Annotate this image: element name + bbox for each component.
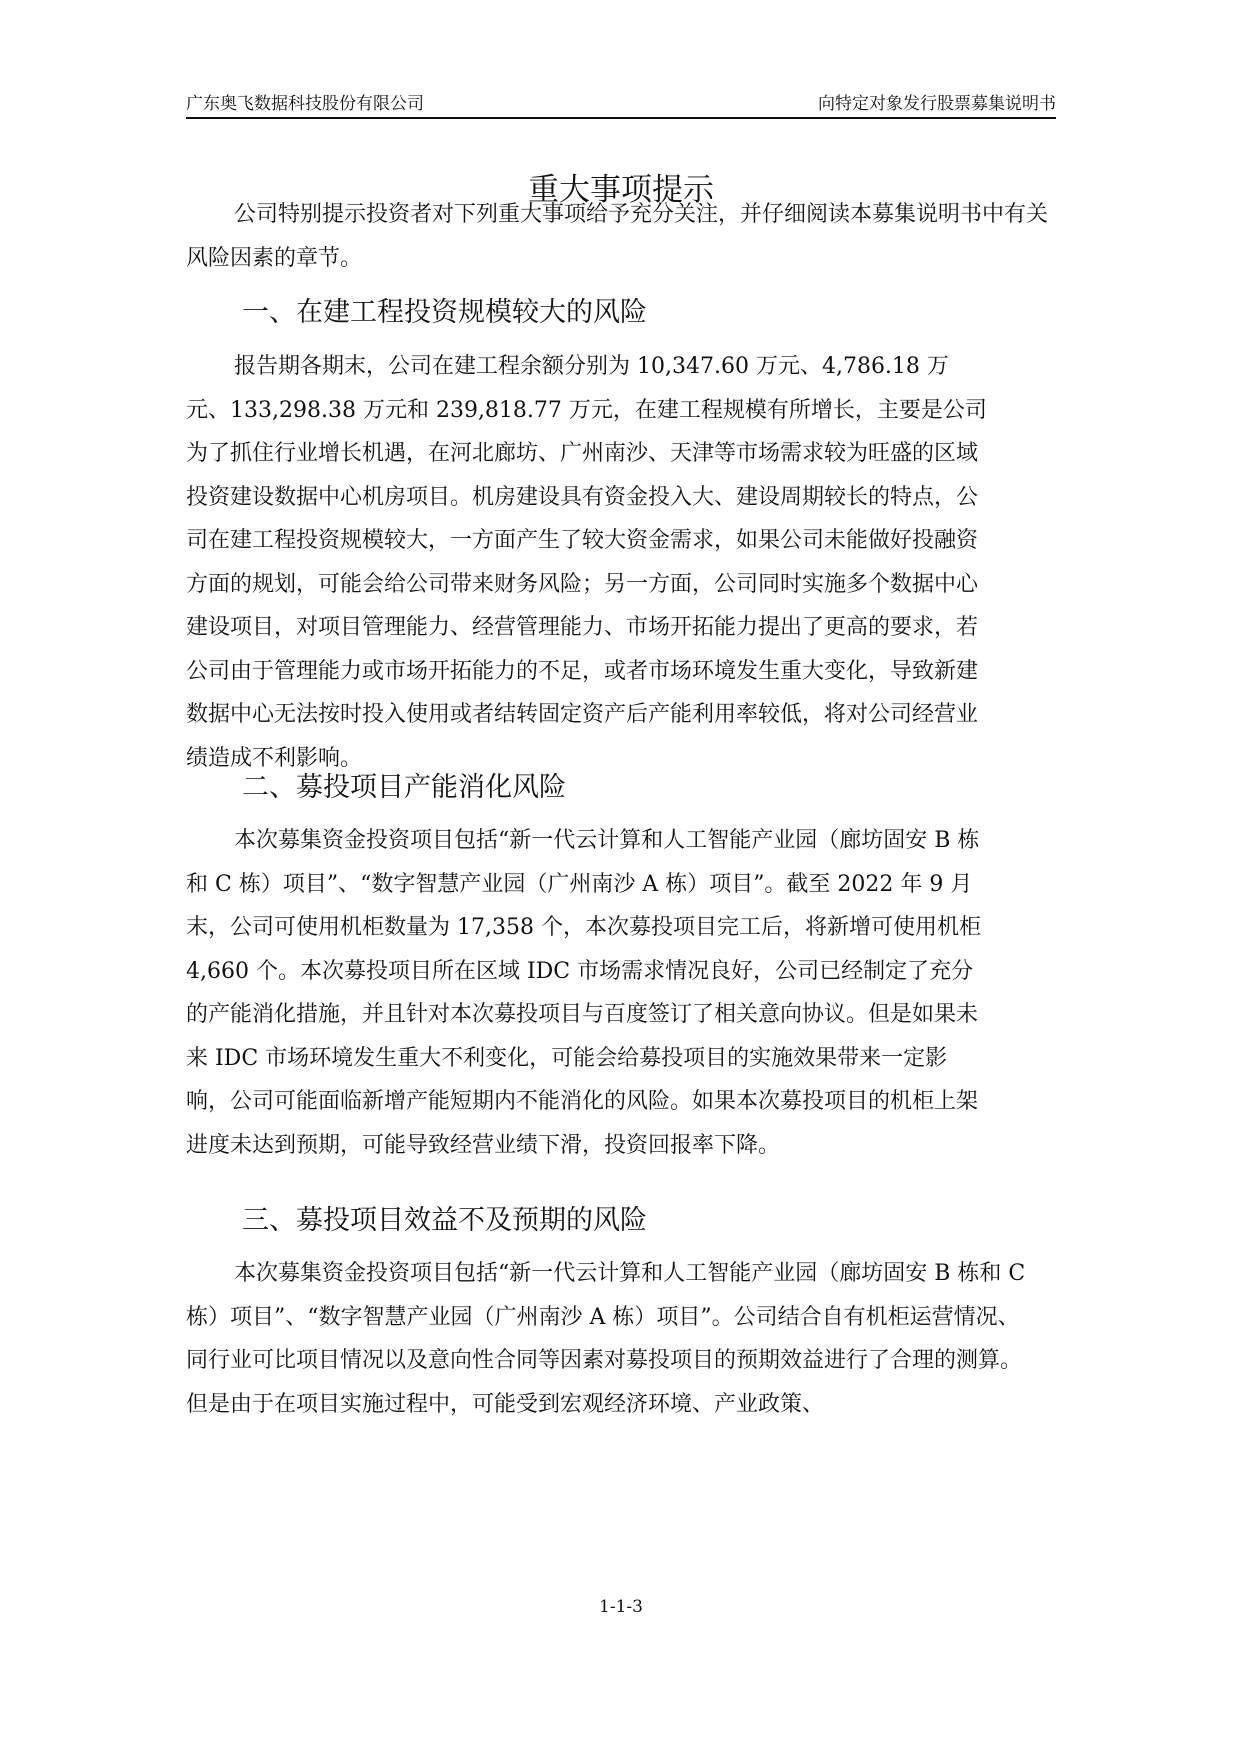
section-1-block (186, 345, 988, 780)
intro-paragraph: 公司特别提示投资者对下列重大事项给予充分关注，并仔细阅读本募集说明书中有关风险因素的章节。 (186, 202, 1049, 271)
header-company-name: 广东奥飞数据科技股份有限公司 (186, 94, 424, 114)
section-3-block (186, 1252, 1038, 1426)
header-document-title: 向特定对象发行股票募集说明书 (818, 94, 1056, 114)
header-divider (186, 117, 1056, 119)
page-number: 1-1-3 (599, 1597, 643, 1617)
section-2-body: 本次募集资金投资项目包括“新一代云计算和人工智能产业园（廊坊固安 B 栋和 C 栋）项目”、“数字智慧产业园（广州南沙 A 栋）项目”。截至 2022 年 9 月末，公司可使用机柜数量为 17,358 个，本次募投项目完工后，将新增可使用机柜 4,660 个。本次募投项目所在区域 IDC 市场需求情况良好，公司已经制定了充分的产能消化措施，并且针对本次募投项目与百度签订了相关意向协议。但是如果未来 IDC 市场环境发生重大不利变化，可能会给募投项目的实施效果带来一定影响，公司可能面临新增产能短期内不能消化的风险。如果本次募投项目的机柜上架进度未达到预期，可能导致经营业绩下滑，投资回报率下降。 (186, 828, 981, 1158)
section-1-heading: 一、在建工程投资规模较大的风险 (242, 297, 647, 328)
page-title: 重大事项提示 (528, 171, 714, 208)
section-3-body: 本次募集资金投资项目包括“新一代云计算和人工智能产业园（廊坊固安 B 栋和 C 栋）项目”、“数字智慧产业园（广州南沙 A 栋）项目”。公司结合自有机柜运营情况、同行业可比项目情况以及意向性合同等因素对募投项目的预期效益进行了合理的测算。但是由于在项目实施过程中，可能受到宏观经济环境、产业政策、 (186, 1261, 1026, 1417)
section-2-block (186, 819, 988, 1167)
intro-block (186, 193, 1066, 280)
section-3-heading: 三、募投项目效益不及预期的风险 (242, 1205, 647, 1236)
section-2-heading: 二、募投项目产能消化风险 (242, 772, 566, 803)
section-1-body: 报告期各期末，公司在建工程余额分别为 10,347.60 万元、4,786.18 万元、133,298.38 万元和 239,818.77 万元，在建工程规模有所增长，主要是公司为了抓住行业增长机遇，在河北廊坊、广州南沙、天津等市场需求较为旺盛的区域投资建设数据中心机房项目。机房建设具有资金投入大、建设周期较长的特点，公司在建工程投资规模较大，一方面产生了较大资金需求，如果公司未能做好投融资方面的规划，可能会给公司带来财务风险；另一方面，公司同时实施多个数据中心建设项目，对项目管理能力、经营管理能力、市场开拓能力提出了更高的要求，若公司由于管理能力或市场开拓能力的不足，或者市场环境发生重大变化，导致新建数据中心无法按时投入使用或者结转固定资产后产能利用率较低，将对公司经营业绩造成不利影响。 (186, 354, 987, 771)
page-header (186, 92, 1056, 118)
